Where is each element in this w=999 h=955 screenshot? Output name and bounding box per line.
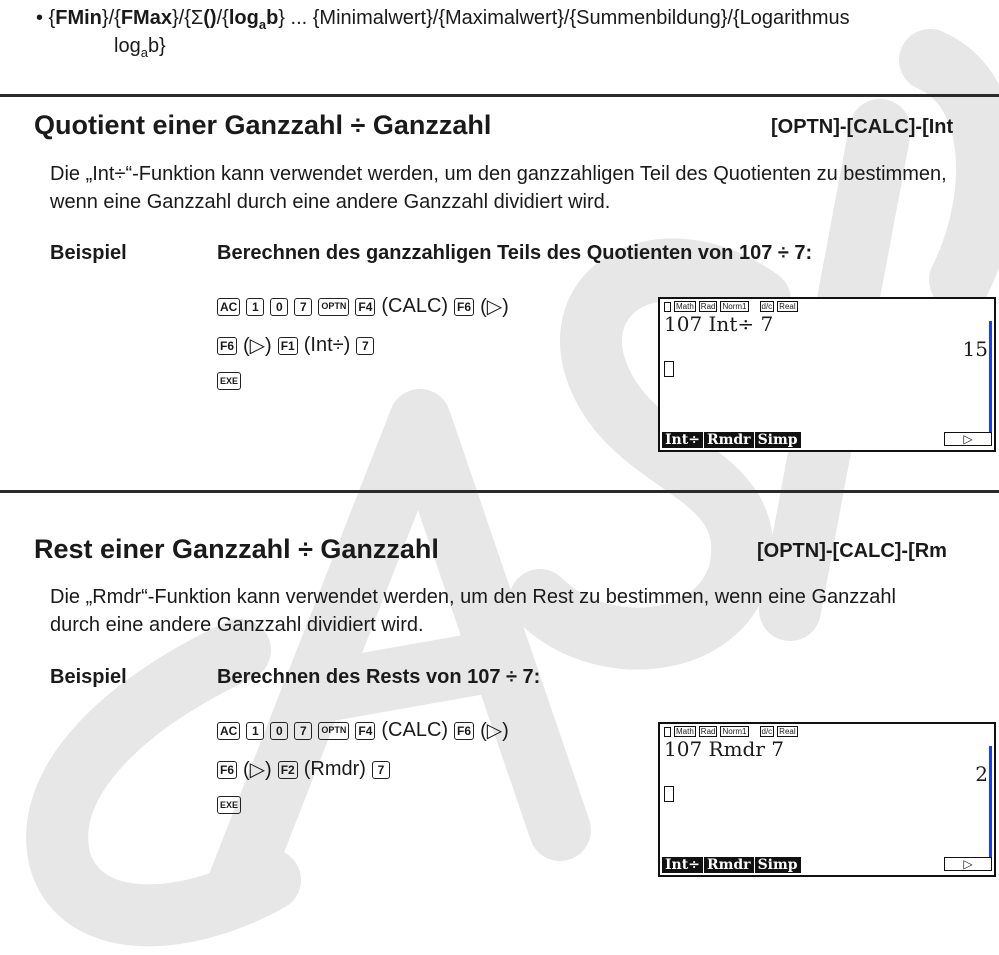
calc-result: 2 [975,762,988,786]
menu-path-quotient: [OPTN]-[CALC]-[Int [771,116,954,138]
fkey-simp: Simp [755,857,802,873]
key-sequence-line-3 [217,796,241,814]
key-sequence-line-1: AC 1 0 7 OPTN F4 (CALC) F6 (▷) [217,718,509,743]
key-f6: F6 [217,337,237,355]
function-key-menu [662,432,992,448]
fkey-int-div: Int÷ [662,857,704,873]
fkey-rmdr: Rmdr [704,432,755,448]
key-sequence-line-3 [217,372,241,390]
key-1: 1 [246,722,264,740]
key-sequence-line-1: AC 1 0 7 OPTN F4 (CALC) F6 (▷) [217,294,509,319]
key-7: 7 [294,298,312,316]
key-optn: OPTN [318,722,349,740]
fmax-label: FMax [120,7,172,29]
key-f2: F2 [278,761,298,779]
key-exe: EXE [217,796,241,814]
battery-icon [664,727,671,737]
section-description-quotient: Die „Int÷“-Funktion kann verwendet werden, um den ganzzahligen Teil des Quotienten zu bestimmen, wenn eine Ganzzahl durch eine andere Ganzzahl dividiert wird. [50,163,947,213]
cursor-icon [664,361,674,377]
key-f6: F6 [454,298,474,316]
example-description: Berechnen des Rests von 107 ÷ 7: [217,666,541,688]
status-bar: Math Rad Norm1 d/c Real [664,726,798,737]
function-key-menu [662,857,992,873]
section-title-quotient: Quotient einer Ganzzahl ÷ Ganzzahl [34,110,492,140]
key-ac: AC [217,298,240,316]
key-exe: EXE [217,372,241,390]
log-label: $\log_ab$ [228,7,279,32]
cursor-icon [664,786,674,802]
calc-expression: 107 Int÷ 7 [664,312,774,336]
status-bar: Math Rad Norm1 d/c Real [664,301,798,312]
fkey-simp: Simp [755,432,802,448]
fkey-next-arrow-icon: ▷ [944,857,992,871]
section-description-remainder: Die „Rmdr“-Funktion kann verwendet werden, um den Rest zu bestimmen, wenn eine Ganzzahl durch eine andere Ganzzahl dividiert wird. [50,586,896,636]
key-7: 7 [294,722,312,740]
fkey-next-arrow-icon: ▷ [944,432,992,446]
function-list-continuation: $\log_ab$} [114,35,166,60]
function-list-bullet: • $\{FMin\}/\{FMax\}/\{\Sigma()/\{\log_ab\}$ ... {Minimalwert}/{Maximalwert}/{Summenbildung}/{Logarithmus [36,7,850,32]
key-f6: F6 [217,761,237,779]
calculator-screen-remainder [658,722,996,877]
section-divider [0,490,999,493]
key-7: 7 [372,761,390,779]
key-f4: F4 [355,298,375,316]
key-f6: F6 [454,722,474,740]
fmin-label: FMin [55,7,102,29]
section-divider [0,94,999,97]
example-description: Berechnen des ganzzahligen Teils des Quotienten von 107 ÷ 7: [217,242,813,264]
example-label: Beispiel [50,242,127,264]
example-label: Beispiel [50,666,127,688]
key-1: 1 [246,298,264,316]
key-f4: F4 [355,722,375,740]
key-0: 0 [270,298,288,316]
menu-path-remainder: [OPTN]-[CALC]-[Rm [757,540,947,562]
scrollbar [989,321,992,433]
battery-icon [664,302,671,312]
fkey-rmdr: Rmdr [704,857,755,873]
key-f1: F1 [278,337,298,355]
calc-result: 15 [962,337,988,361]
key-ac: AC [217,722,240,740]
key-0: 0 [270,722,288,740]
key-7: 7 [356,337,374,355]
key-sequence-line-2: F6 (▷) F2 (Rmdr) 7 [217,757,390,782]
calc-expression: 107 Rmdr 7 [664,737,784,761]
key-optn: OPTN [318,298,349,316]
fkey-int-div: Int÷ [662,432,704,448]
section-title-remainder: Rest einer Ganzzahl ÷ Ganzzahl [34,534,439,564]
scrollbar [989,746,992,858]
calculator-screen-quotient [658,297,996,452]
key-sequence-line-2: F6 (▷) F1 (Int÷) 7 [217,333,374,358]
